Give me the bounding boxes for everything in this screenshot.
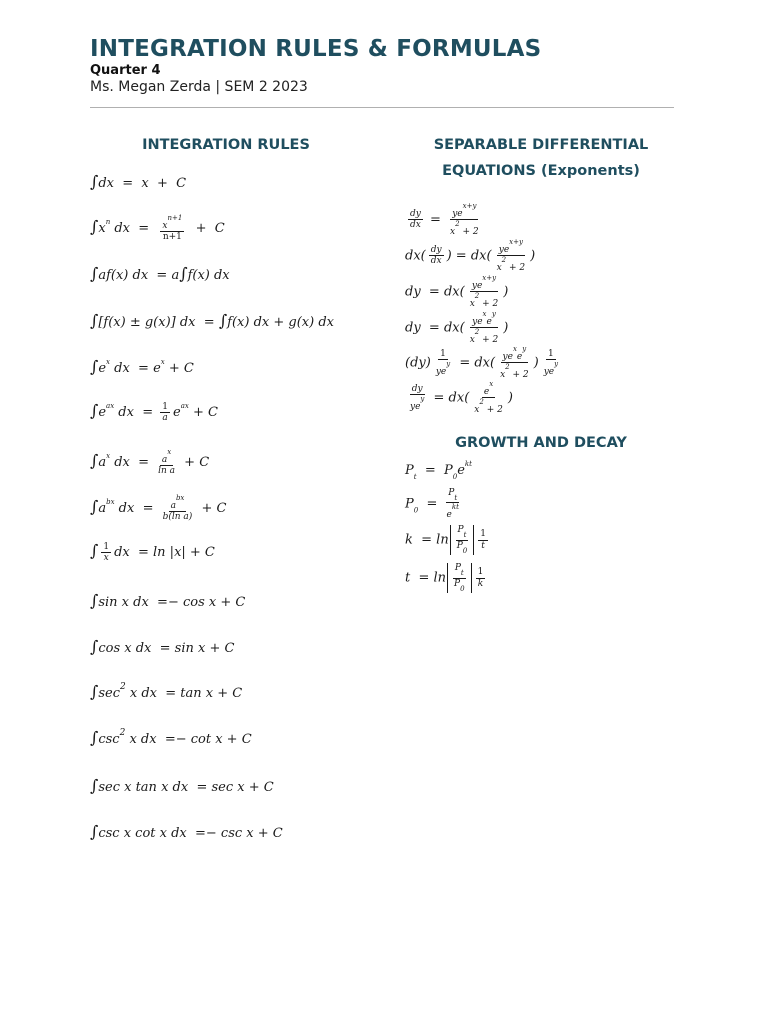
- growth-formula-pt: $P_t = P_0e^{kt}$: [405, 460, 472, 481]
- growth-formula-k: k = ln $\frac{P_t}{P_0}$ $\frac{1}{t}$: [405, 525, 486, 555]
- formula-integral-dx: ∫dx = x + C: [90, 172, 187, 191]
- growth-decay-heading: GROWTH AND DECAY: [455, 435, 627, 451]
- quarter-label: Quarter 4: [90, 63, 161, 78]
- formula-a-power-x: $\int a^x$ dx = $\frac{a^x}{\text{ln a}}$ + C: [90, 448, 210, 477]
- formula-csc-cot: ∫csc x cot x dx =− csc x + C: [90, 822, 283, 841]
- page-title: INTEGRATION RULES & FORMULAS: [90, 36, 542, 62]
- separable-equations-heading: [405, 132, 677, 184]
- formula-sec-squared: $\int\sec^2$ x dx = tan x + C: [90, 682, 243, 701]
- formula-exp-ax: $\int e^{ax}$ dx = $\frac{1}{a}$ $e^{ax} + C$: [90, 401, 218, 423]
- formula-cos: ∫cos x dx = sin x + C: [90, 637, 235, 656]
- sep-eq-step-2: dx( $\frac{dy}{dx}$ ) = dx( $\frac{ye^{x+y}}{x^2 + 2}$ ): [405, 238, 536, 274]
- author-line: Ms. Megan Zerda | SEM 2 2023: [90, 79, 308, 95]
- growth-formula-t: t = ln $\frac{P_t}{P_0}$ $\frac{1}{k}$: [405, 563, 484, 593]
- formula-power-rule: $\int x^n$ dx = $\frac{x^{n+1}}{n+1}$ + C: [90, 214, 225, 243]
- formula-sec-tan: ∫sec x tan x dx = sec x + C: [90, 776, 274, 795]
- formula-csc-squared: $\int\csc^2$ x dx =− cot x + C: [90, 728, 252, 747]
- separable-heading-line-2: EQUATIONS (Exponents): [442, 163, 640, 179]
- growth-formula-p0: $P_0$ = $\frac{P_t}{e^{kt}}$: [405, 488, 459, 521]
- separable-heading-line-1: SEPARABLE DIFFERENTIAL: [433, 137, 649, 153]
- header-divider: [90, 107, 674, 108]
- formula-one-over-x: ∫ $\frac{1}{x}$ dx = ln |x| + C: [90, 541, 215, 563]
- integration-rules-heading: INTEGRATION RULES: [142, 137, 310, 153]
- formula-exp-x: $\int e^x$ dx = $e^x + C$: [90, 357, 194, 376]
- formula-sin: ∫sin x dx =− cos x + C: [90, 591, 246, 610]
- sep-eq-step-5: (dy) $\frac{1}{ye^y}$ = dx( $\frac{ye^xe^y}{x^2 + 2}$ ) $\frac{1}{ye^y}$: [405, 345, 559, 381]
- formula-sum-rule: ∫[f(x) ± g(x)] dx = ∫f(x) dx + g(x) dx: [90, 311, 334, 330]
- sep-eq-step-4: dy = dx( $\frac{ye^xe^y}{x^2 + 2}$ ): [405, 310, 509, 346]
- formula-a-power-bx: $\int a^{bx}$ dx = $\frac{a^{bx}}{\text{b(ln a)}}$ + C: [90, 494, 227, 523]
- sep-eq-step-3: dy = dx( $\frac{ye^{x+y}}{x^2 + 2}$ ): [405, 274, 509, 310]
- sep-eq-step-1: $\frac{dy}{dx}$ = $\frac{ye^{x+y}}{x^2 + 2}$: [410, 202, 479, 238]
- formula-constant-multiple: ∫af(x) dx = a∫f(x) dx: [90, 264, 230, 283]
- sep-eq-step-6: $\frac{dy}{ye^y}$ = dx( $\frac{e^x}{x^2 + 2}$ ): [410, 380, 513, 416]
